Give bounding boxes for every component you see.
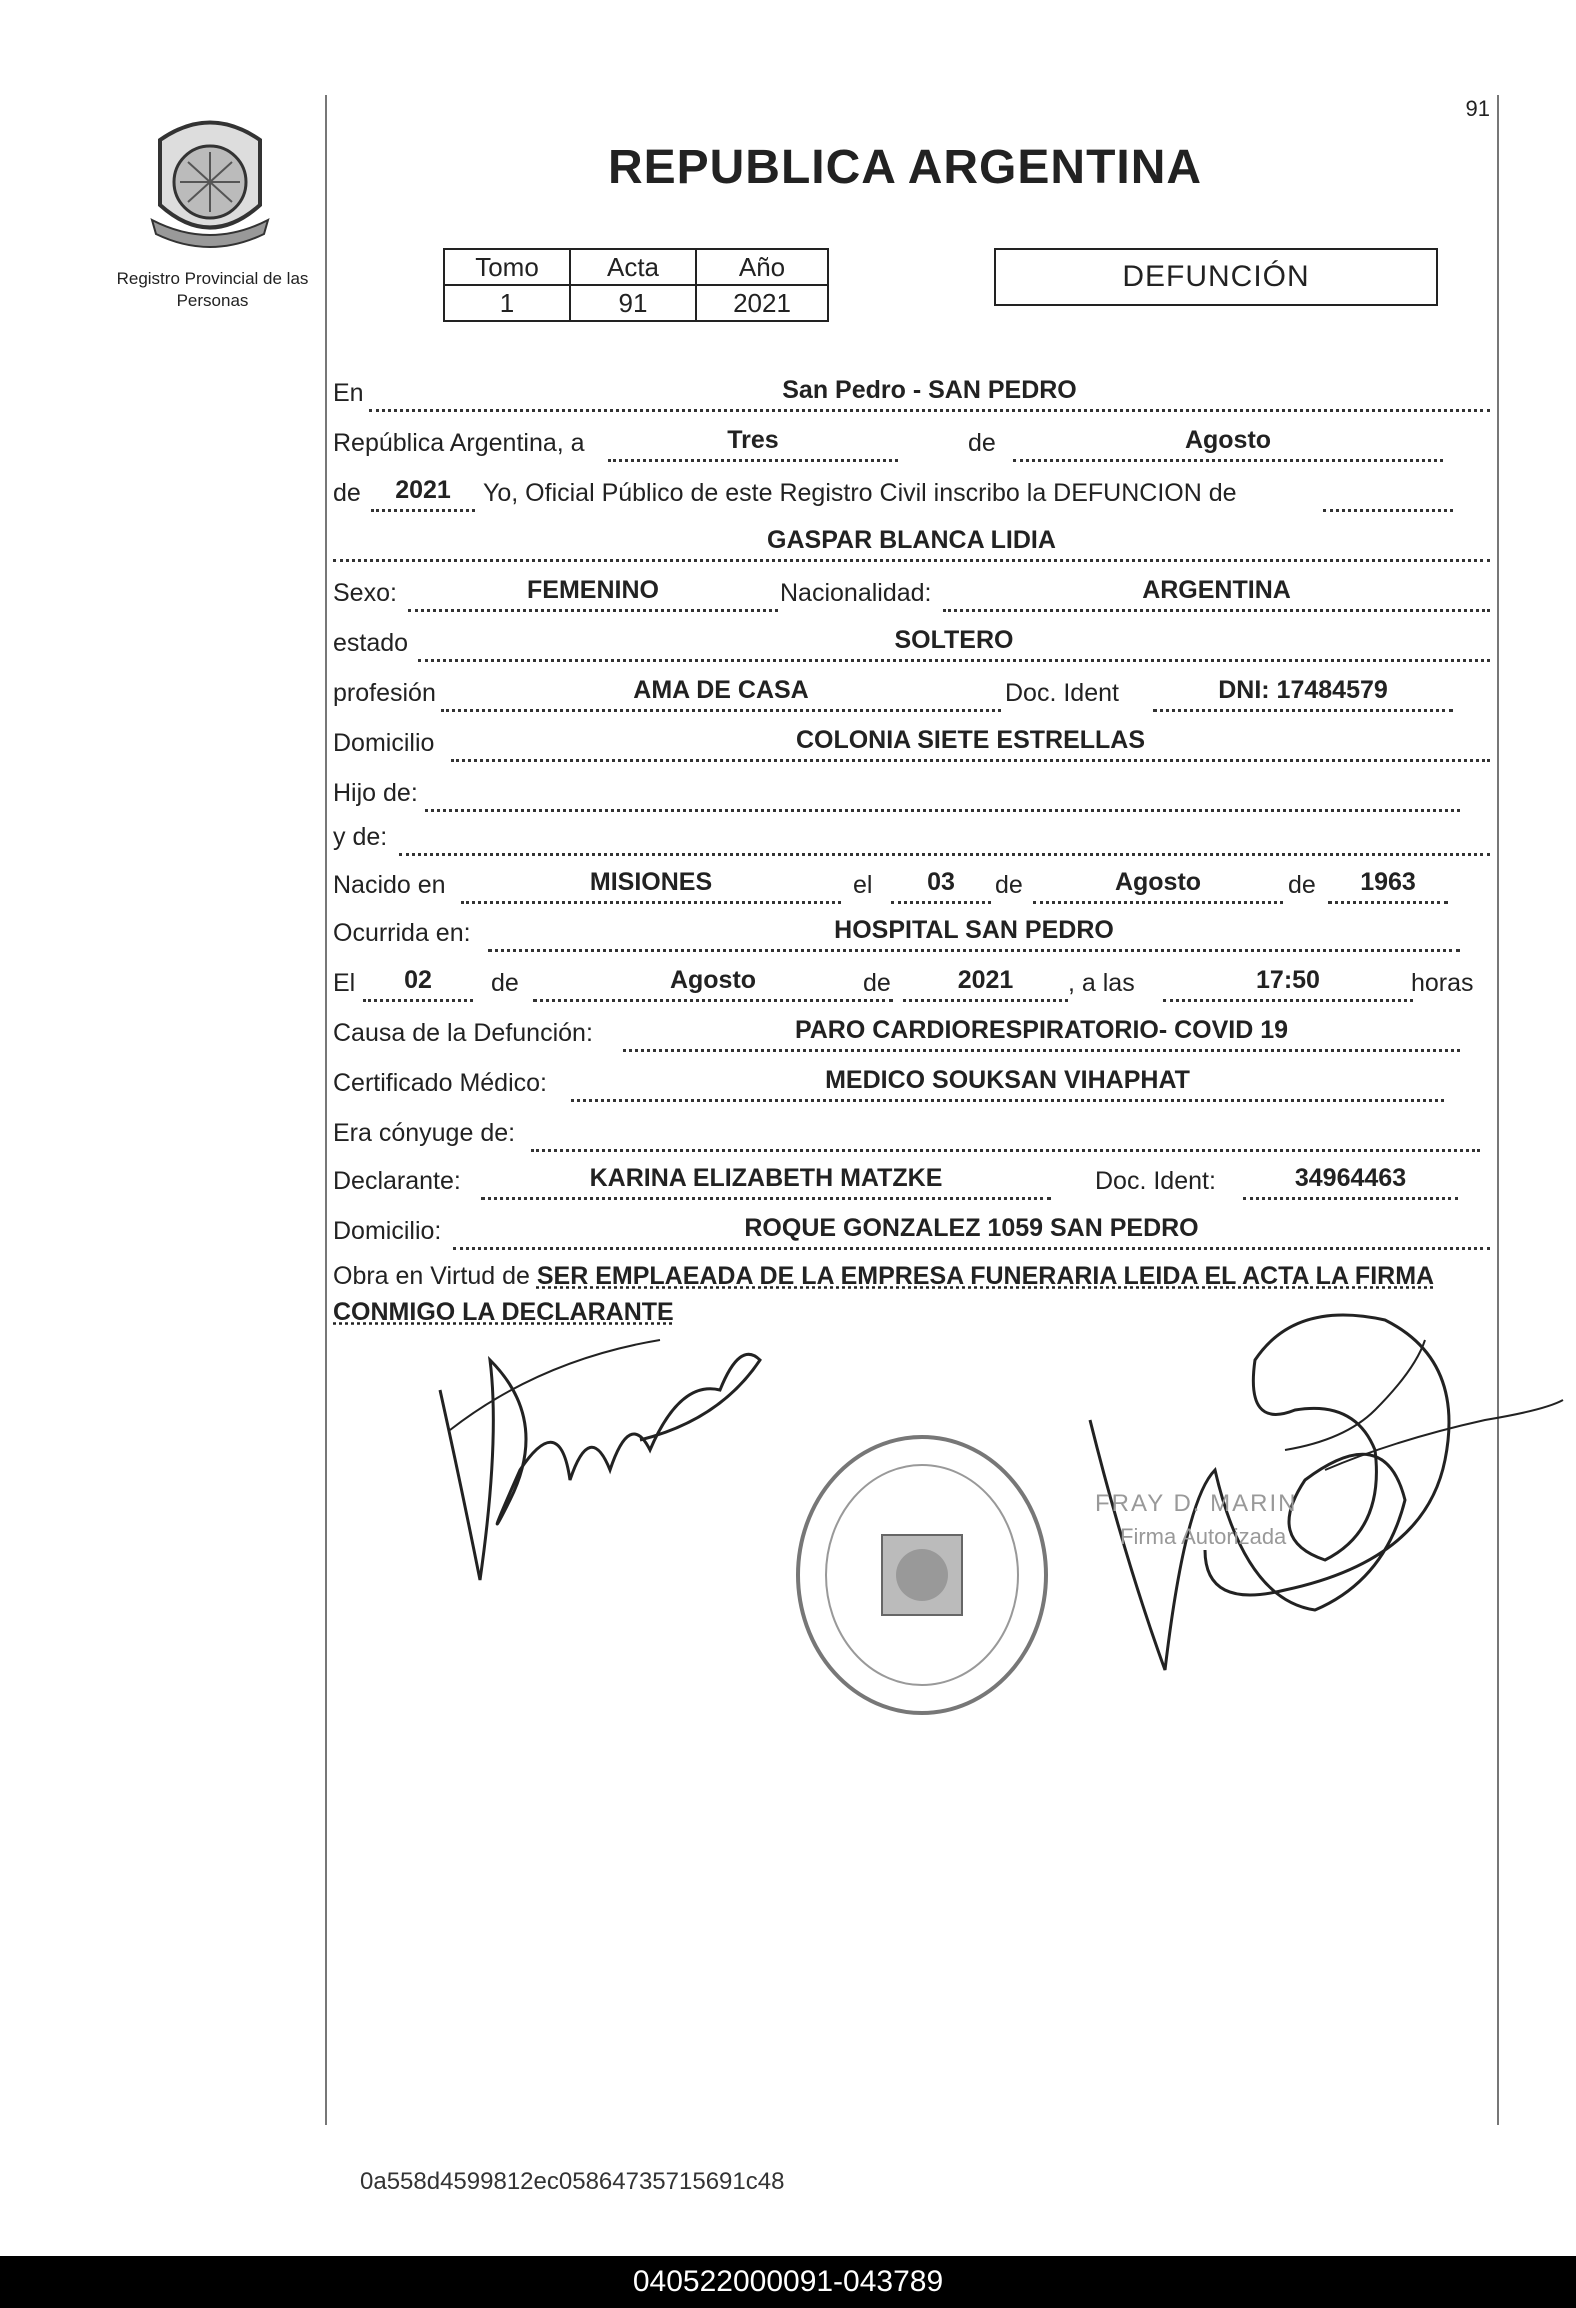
doc2-label: Doc. Ident: [1095,1167,1216,1195]
conyuge-label: Era cónyuge de: [333,1119,516,1147]
domicilio-field [451,721,1490,762]
def-dia-field [363,961,473,1002]
row-fecha [333,960,1490,1004]
left-margin-line [325,95,327,2125]
tomo-value: 1 [444,285,570,321]
row-conyuge [333,1110,1490,1154]
doc-field [1153,671,1453,712]
profesion-label: profesión [333,679,436,707]
anio-header: Año [696,249,828,285]
inscribo-field [1323,471,1453,512]
en-value: San Pedro - SAN PEDRO [782,376,1077,404]
causa-label: Causa de la Defunción: [333,1019,593,1047]
registry-name: Registro Provincial de las Personas [116,269,309,310]
de3-label: de [995,871,1023,899]
row-declarante [333,1158,1490,1202]
en-label: En [333,379,364,407]
page-number: 91 [1465,96,1490,121]
nacido-label: Nacido en [333,871,446,899]
nac-dia-value: 03 [927,868,955,896]
signature-caption-role: Firma Autorizada [1120,1524,1287,1549]
doc2-value: 34964463 [1294,1164,1407,1192]
de5-label: de [491,969,519,997]
inscribo-text: Yo, Oficial Público de este Registro Civil inscribo la DEFUNCION de [483,479,1237,507]
row-yde [333,814,1490,858]
declarante-label: Declarante: [333,1167,461,1195]
provincial-seal-logo [140,110,280,250]
doc-value: DNI: 17484579 [1218,676,1388,704]
def-anio-field [903,961,1068,1002]
tomo-header: Tomo [444,249,570,285]
de-label: de [968,429,996,457]
de2-label: de [333,479,361,507]
de6-label: de [863,969,891,997]
nac-mes-value: Agosto [1114,868,1202,896]
def-mes-field [533,961,893,1002]
def-dia-value: 02 [404,966,432,994]
row-anio [333,470,1490,514]
dia-field [608,421,898,462]
footer-code: 040522000091-043789 [0,2256,1576,2308]
row-causa [333,1010,1490,1054]
record-type-box: DEFUNCIÓN [994,248,1438,306]
sexo-value: FEMENINO [527,576,659,604]
row-sexo [333,570,1490,614]
mes-field [1013,421,1443,462]
sexo-label: Sexo: [333,579,397,607]
domicilio-value: COLONIA SIETE ESTRELLAS [795,726,1146,754]
yde-field [399,815,1490,856]
row-hijo [333,770,1490,814]
domicilio2-label: Domicilio: [333,1217,442,1245]
profesion-field [441,671,1001,712]
ocurrida-value: HOSPITAL SAN PEDRO [834,916,1114,944]
horas-label: horas [1411,969,1474,997]
hijo-label: Hijo de: [333,779,418,807]
ocurrida-field [488,911,1460,952]
anio-value: 2021 [395,476,451,504]
nombre-field [333,521,1490,562]
doc2-field [1243,1159,1458,1200]
estado-field [418,621,1490,662]
estado-label: estado [333,629,409,657]
declarante-field [481,1159,1051,1200]
nac-anio-value: 1963 [1360,868,1416,896]
obra-label: Obra en Virtud de [333,1262,530,1290]
declarante-value: KARINA ELIZABETH MATZKE [589,1164,943,1192]
row-domicilio [333,720,1490,764]
anio-value: 2021 [696,285,828,321]
conyuge-field [531,1111,1480,1152]
causa-field [623,1011,1460,1052]
domicilio2-value: ROQUE GONZALEZ 1059 SAN PEDRO [744,1214,1199,1242]
nacionalidad-label: Nacionalidad: [780,579,932,607]
nacionalidad-value: ARGENTINA [1142,576,1291,604]
estado-value: SOLTERO [894,626,1014,654]
acta-value: 91 [570,285,696,321]
certificado-field [571,1061,1444,1102]
right-margin-line [1497,95,1499,2125]
row-nombre [333,520,1490,564]
nacido-field [461,863,841,904]
profesion-value: AMA DE CASA [633,676,809,704]
document-hash: 0a558d4599812ec05864735715691c48 [360,2168,785,2195]
def-hora-value: 17:50 [1256,966,1320,994]
nac-mes-field [1033,863,1283,904]
page-title: REPUBLICA ARGENTINA [607,141,1203,194]
official-stamp [792,1430,1052,1720]
nac-dia-field [891,863,991,904]
de4-label: de [1288,871,1316,899]
def-hora-field [1163,961,1413,1002]
row-nacido [333,862,1490,906]
domicilio2-field [453,1209,1490,1250]
yde-label: y de: [333,823,388,851]
el-label: el [853,871,873,899]
acta-header: Acta [570,249,696,285]
row-profesion [333,670,1490,714]
def-anio-value: 2021 [957,966,1014,994]
row-domicilio2 [333,1208,1490,1252]
causa-value: PARO CARDIORESPIRATORIO- COVID 19 [794,1016,1289,1044]
alas-label: , a las [1068,969,1135,997]
declarant-signature [420,1300,780,1600]
certificado-label: Certificado Médico: [333,1069,547,1097]
doc-label: Doc. Ident [1005,679,1119,707]
row-en [333,370,1490,414]
row-estado [333,620,1490,664]
ocurrida-label: Ocurrida en: [333,919,471,947]
nombre-value: GASPAR BLANCA LIDIA [767,526,1056,554]
obra-value: SER EMPLAEADA DE LA EMPRESA FUNERARIA LEIDA EL ACTA LA FIRMA CONMIGO LA DECLARANTE [333,1262,1435,1326]
nacionalidad-field [943,571,1490,612]
nac-anio-field [1328,863,1448,904]
anio-field [371,471,475,512]
republica-label: República Argentina, a [333,429,585,457]
row-republica [333,420,1490,464]
def-mes-value: Agosto [669,966,757,994]
hijo-field [425,771,1460,812]
en-field [369,371,1490,412]
record-table [443,248,829,322]
mes-value: Agosto [1184,426,1272,454]
el2-label: El [333,969,356,997]
row-ocurrida [333,910,1490,954]
sexo-field [408,571,778,612]
dia-value: Tres [727,426,779,454]
row-certificado [333,1060,1490,1104]
certificado-value: MEDICO SOUKSAN VIHAPHAT [825,1066,1190,1094]
domicilio-label: Domicilio [333,729,435,757]
nacido-value: MISIONES [589,868,713,896]
signature-caption-name: FRAY D. MARIN [1095,1490,1298,1517]
